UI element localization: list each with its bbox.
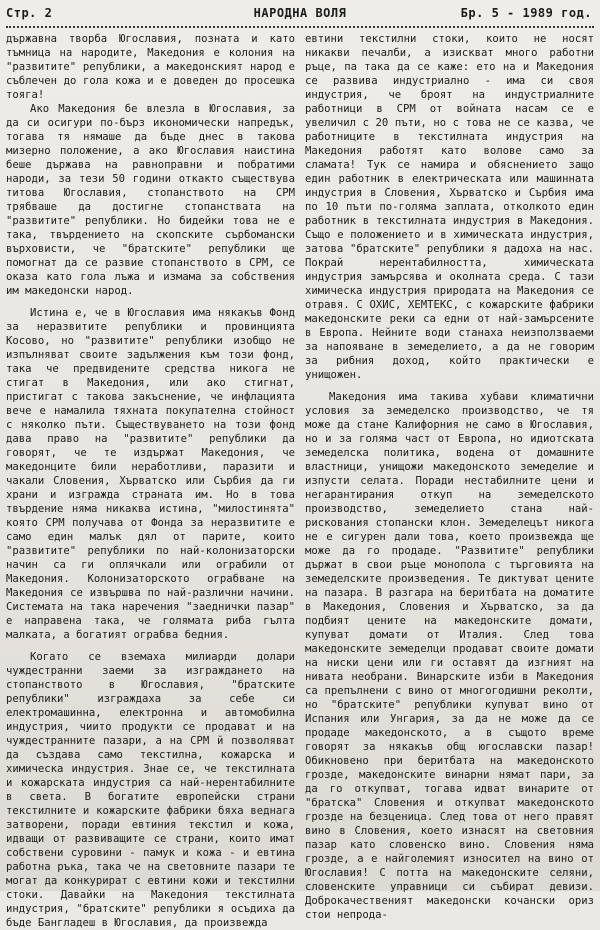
right-column xyxy=(305,32,594,921)
paragraph: евтини текстилни стоки, които не носят никакви печалби, а изискват много работни ръце, па така да се каже: ето на и Македония се развива индустриално - има си своя индустрия, че броят на индустриалните работници в СРМ от войната насам се е увеличил с 20 пъти, но с това не се казва, че работниците в текстилната индустрия на Македония работят като волове само за сламата! Тук се намира и обяснението защо един работник в електрическата или машинната индустрия в Словения, Хърватско и Сърбия има по 10 пъти по-голяма заплата, отколкото един работник в текстилната индустрия в Македония. Също е положението и в химическата индустрия, затова "братските" републики я дадоха на нас. Покрай нерентабилността, химическата индустрия замърсява и околната среда. С тази химическа индустрия природата на Македония се отравя. С ОХИС, ХЕМТЕКС, с кожарските фабрики македонските реки са едни от най-замърсените в Европа. Нейните води станаха неизползваеми за напояване в земеделието, а да не говорим за рибния доход, който практически е унищожен. xyxy=(305,33,594,381)
newspaper-title: НАРОДНА ВОЛЯ xyxy=(253,6,347,20)
page-header xyxy=(6,6,594,24)
issue-info: Бр. 5 - 1989 год. xyxy=(460,6,592,20)
article-columns xyxy=(6,32,594,929)
page-number: Стр. 2 xyxy=(6,6,53,20)
paragraph: Истина е, че в Югославия има някакъв Фонд за неразвитите републики и провинцията Косово, но "развитите" републики изобщо не изпълняват своите задължения към този фонд, така че предвидените средства никога не стигат в Македония, или ако стигнат, пристигат с такова закъснение, че инфлацията вече е намалила тяхната покупателна стойност с няколко пъти. Съществуването на този фонд дава право на "развитите" републики да говорят, че те издържат Македония, че македонците били неработливи, паразити и чакали Словения, Хърватско или Сърбия да ги храни и изгражда страната им. Но в това твърдение няма никаква истина, "милостинята" която СРМ получава от Фонда за неразвитите е само един малък дял от парите, които "развитите" републики по най-колонизаторски начин са ги оплячкали или ограбили от Македония. Колонизаторското ограбване на Македония се извършва по най-различни начини. Системата на така наречения "заеднички пазар" е направена така, че голямата риба гълта малката, а богатият ограбва бедния. xyxy=(6,307,295,641)
left-column xyxy=(6,32,295,929)
paragraph: Ако Македония бе влезла в Югославия, за да си осигури по-бърз икономически напредък, тогава тя нямаше да бъде днес в такова мизерно положение, а ако Югославия наистина бeше държава на равноправни и побратими народи, за тези 50 години откакто съществува титова Югославия, стопанството на СРМ трябваше да достигне стопанствата на "развитите" републики. Но бидейки това не е така, твърдението на скопските сърбомански върховисти, че "братските" републики ще помогнат да се развие стопанството в СРМ, се оказа като гола лъжа и измама за собствения им македонски народ. xyxy=(6,103,295,297)
paragraph: Македония има такива хубави климатични условия за земеделско производство, че тя може да стане Калифорния не само в Югославия, но и за голяма част от Европа, но идиотската земеделска политика, водена от домашните властници, унищожи македонското земеделие и изпусти селата. Поради нестабилните цени и негарантирания откуп на земеделското производство, земеделието стана най-рискования стопански клон. Земеделецът никога не е сигурен дали това, което произвежда ще може да го продаде. "Развитите" републики държат в свои ръце монопола с търговията на земеделските произведения. Те диктуват цените на пазара. В разгара на беритбата на доматите в Македония, Словения и Хърватско, за да подбият цените на македонските домати, купуват домати от Италия. След това македонските земеделци продават своите домати на ниски цени или ги оставят да изгният на нивата необрани. Винарските изби в Македония са препълнени с вино от многогодишни реколти, но "братските" републики купуват вино от Испания или Унгария, за да не може да се продаде македонското, а в същото време говорят за някакъв общ югославски пазар! Обикновено при беритбата на македонското грозде, македонските винарни нямат пари, за да го откупват, тогава идват винарите от "братска" Словения и откупват македонското грозде на безценица. След това от него правят вино в Словения, което изнасят на световния пазар като словенско вино. Словения няма грозде, а е найголемият износител на вино от Югославия! С потта на македонските селяни, словенските управници си събират девизи. Доброкачественият македонски кочански ориз стои непрода- xyxy=(305,391,594,921)
paragraph: държавна творба Югославия, познатa и като тъмница на народите, Македония е колония на "развитите" републики, а македонският народ е съблечен до гола кожа и е доведен до просешка тояга! xyxy=(6,33,295,101)
header-rule xyxy=(6,26,594,28)
paragraph: Когато се вземаха милиарди долари чуждестранни заеми за изграждането на стопанството в Югославия, "братските републики" изграждаха за себе си електромашинна, електронна и автомобилна индустрия, чиито продукти се продават и на чуждестранните пазари, а на СРМ й позволяват да създава само текстилна, кожарска и химическа индустрия. Знае се, че текстилната и кожарската индустрия са най-нерентабилните в света. В богатите европейски страни текстилните и кожарските фабрики бяха веднага затворени, поради евтиния текстил и кожа, идващи от развиващите се страни, които имат собствени суровини - памук и кожа - и евтина работна ръка, така че на световните пазари те могат да конкурират с евтини кожи и текстилни стоки. Давайки на Македония текстилната индустрия, "братските" републики я осъдиха да бъде Бангладеш в Югославия, да произвежда xyxy=(6,651,295,929)
